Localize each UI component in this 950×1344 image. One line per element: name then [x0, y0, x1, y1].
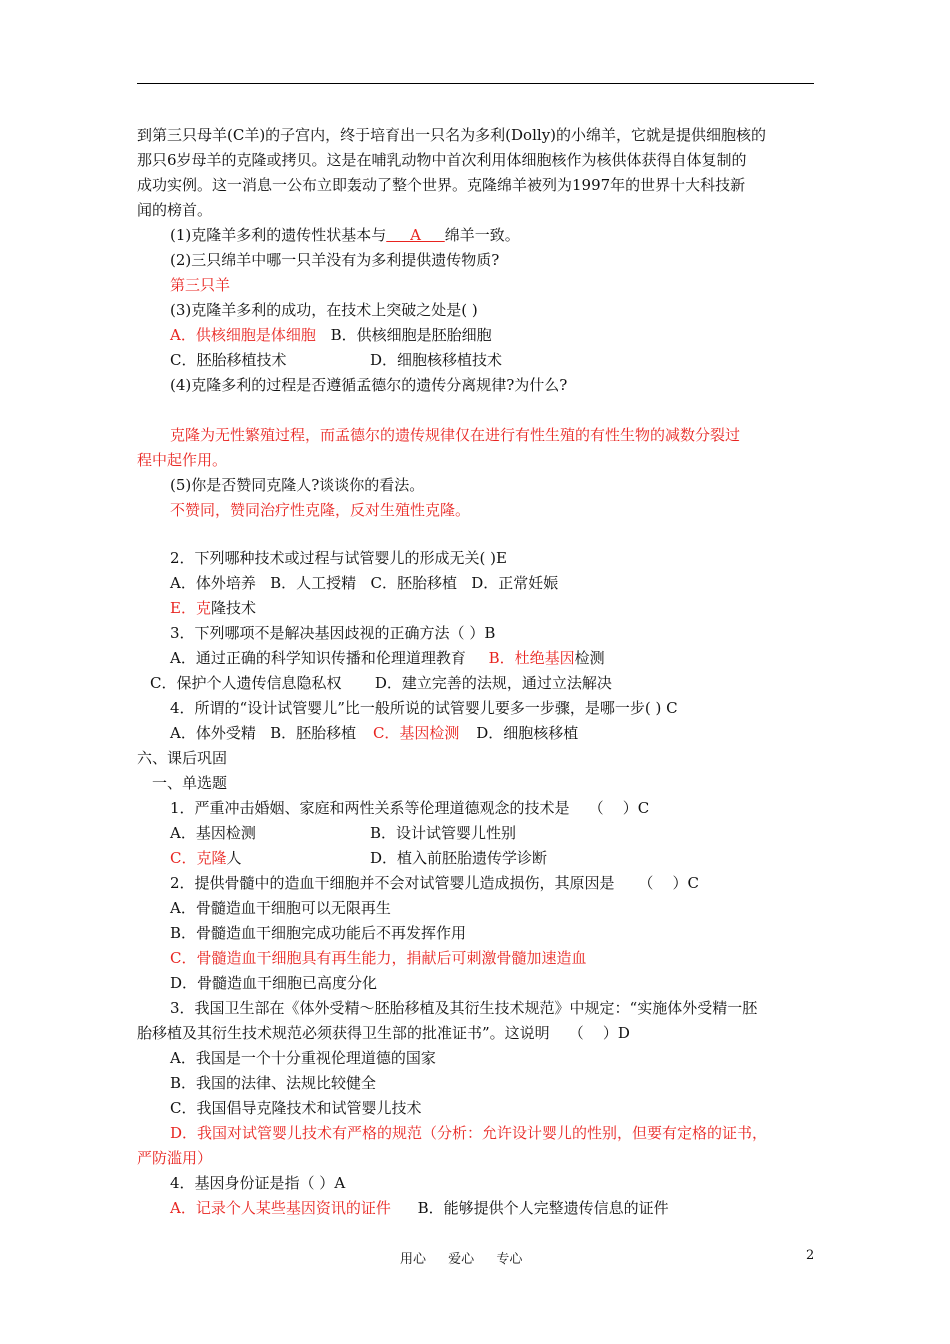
- question-3-options-ab: [170, 325, 492, 345]
- single-2-option-c: C．骨髓造血干细胞具有再生能力，捐献后可刺激骨髓加速造血: [170, 949, 587, 967]
- question-1-suffix: 绵羊一致。: [444, 226, 520, 244]
- problem-3-option-b-rest: 检测: [574, 649, 605, 667]
- problem-2-options: A．体外培养 B．人工授精 C．胚胎移植 D．正常妊娠: [170, 574, 559, 592]
- single-1-option-d: D．植入前胚胎遗传学诊断: [370, 849, 548, 867]
- intro-line-4: 闻的榜首。: [137, 201, 213, 219]
- single-1-stem: 1．严重冲击婚姻、家庭和两性关系等伦理道德观念的技术是 （ ）C: [170, 799, 650, 817]
- problem-4-option-ab: A．体外受精 B．胚胎移植: [170, 724, 357, 742]
- problem-2-option-e-rest: 隆技术: [210, 599, 256, 617]
- single-2-option-d: D．骨髓造血干细胞已高度分化: [170, 974, 378, 992]
- single-3-stem-line-2: 胎移植及其衍生技术规范必须获得卫生部的批准证书”。这说明 （ ）D: [137, 1024, 630, 1042]
- problem-3-option-a: A．通过正确的科学知识传播和伦理道理教育: [170, 649, 466, 667]
- question-3-option-a: A．供核细胞是体细胞: [170, 326, 316, 344]
- single-3-option-d-line-2: 严防滥用）: [137, 1149, 213, 1167]
- single-3-option-a: A．我国是一个十分重视伦理道德的国家: [170, 1049, 436, 1067]
- intro-line-1: 到第三只母羊(C羊)的子宫内，终于培育出一只名为多利(Dolly)的小绵羊，它就是提供细胞核的: [137, 126, 767, 144]
- single-4-option-a: A．记录个人某些基因资讯的证件: [170, 1199, 391, 1217]
- single-3-stem-line-1: 3．我国卫生部在《体外受精～胚胎移植及其衍生技术规范》中规定：“实施体外受精一胚: [170, 999, 758, 1017]
- problem-4-option-d: D．细胞核移植: [476, 724, 579, 742]
- problem-4-options: [170, 723, 578, 743]
- footer-word-2: 爱心: [448, 1252, 475, 1267]
- problem-2-option-e: [170, 598, 256, 618]
- problem-2-stem: 2．下列哪种技术或过程与试管婴儿的形成无关( )E: [170, 549, 507, 567]
- intro-line-3: 成功实例。这一消息一公布立即轰动了整个世界。克隆绵羊被列为1997年的世界十大科技新: [137, 176, 746, 194]
- footer-word-1: 用心: [400, 1252, 427, 1267]
- question-3-option-d: D．细胞核移植技术: [370, 351, 503, 369]
- question-2: (2)三只绵羊中哪一只羊没有为多利提供遗传物质?: [170, 251, 500, 269]
- problem-2-option-e-red: E．克: [170, 599, 211, 617]
- question-1: [170, 225, 520, 245]
- question-3-option-b: B．供核细胞是胚胎细胞: [330, 326, 492, 344]
- single-3-option-c: C．我国倡导克隆技术和试管婴儿技术: [170, 1099, 422, 1117]
- question-4-answer-line-2: 程中起作用。: [137, 451, 228, 469]
- section-subtitle: 一、单选题: [152, 774, 228, 792]
- single-1-option-c-red: C．克隆: [170, 849, 227, 867]
- single-1-option-c: [170, 848, 242, 868]
- problem-3-options-cd: C．保护个人遗传信息隐私权 D．建立完善的法规，通过立法解决: [150, 674, 612, 692]
- page-footer: [400, 1248, 540, 1267]
- single-2-stem: 2．提供骨髓中的造血干细胞并不会对试管婴儿造成损伤，其原因是 （ ）C: [170, 874, 699, 892]
- problem-4-option-c: C．基因检测: [372, 724, 460, 742]
- page-number: 2: [806, 1248, 815, 1263]
- question-3-option-c: C．胚胎移植技术: [170, 351, 287, 369]
- question-3: (3)克隆羊多利的成功，在技术上突破之处是( ): [170, 301, 478, 319]
- question-4: (4)克隆多利的过程是否遵循孟德尔的遗传分离规律?为什么?: [170, 376, 568, 394]
- question-2-answer: 第三只羊: [170, 276, 231, 294]
- single-3-option-b: B．我国的法律、法规比较健全: [170, 1074, 377, 1092]
- header-rule: [137, 83, 814, 84]
- question-4-answer-line-1: 克隆为无性繁殖过程，而孟德尔的遗传规律仅在进行有性生殖的有性生物的减数分裂过: [170, 426, 741, 444]
- single-3-option-d-line-1: D．我国对试管婴儿技术有严格的规范（分析：允许设计婴儿的性别，但要有定格的证书，: [170, 1124, 768, 1142]
- single-1-option-c-rest: 人: [226, 849, 242, 867]
- intro-line-2: 那只6岁母羊的克隆或拷贝。这是在哺乳动物中首次利用体细胞核作为核供体获得自体复制的: [137, 151, 747, 169]
- single-4-option-b: B．能够提供个人完整遗传信息的证件: [417, 1199, 669, 1217]
- question-5: (5)你是否赞同克隆人?谈谈你的看法。: [170, 476, 425, 494]
- single-2-option-a: A．骨髓造血干细胞可以无限再生: [170, 899, 391, 917]
- problem-3-options-ab: [170, 648, 605, 668]
- problem-3-stem: 3．下列哪项不是解决基因歧视的正确方法（ ）B: [170, 624, 496, 642]
- footer-word-3: 专心: [496, 1252, 523, 1267]
- question-1-answer-blank: A: [386, 226, 445, 244]
- single-1-option-b: B．设计试管婴儿性别: [370, 824, 517, 842]
- problem-3-option-b-red: B．杜绝基因: [488, 649, 575, 667]
- single-2-option-b: B．骨髓造血干细胞完成功能后不再发挥作用: [170, 924, 467, 942]
- question-5-answer: 不赞同，赞同治疗性克隆，反对生殖性克隆。: [170, 501, 471, 519]
- question-1-prefix: (1)克隆羊多利的遗传性状基本与: [170, 226, 387, 244]
- problem-4-stem: 4．所谓的“设计试管婴儿”比一般所说的试管婴儿要多一步骤，是哪一步( ) C: [170, 699, 678, 717]
- single-4-stem: 4．基因身份证是指（ ）A: [170, 1174, 346, 1192]
- section-title: 六、课后巩固: [137, 749, 228, 767]
- single-1-option-a: A．基因检测: [170, 824, 256, 842]
- single-4-options: [170, 1198, 669, 1218]
